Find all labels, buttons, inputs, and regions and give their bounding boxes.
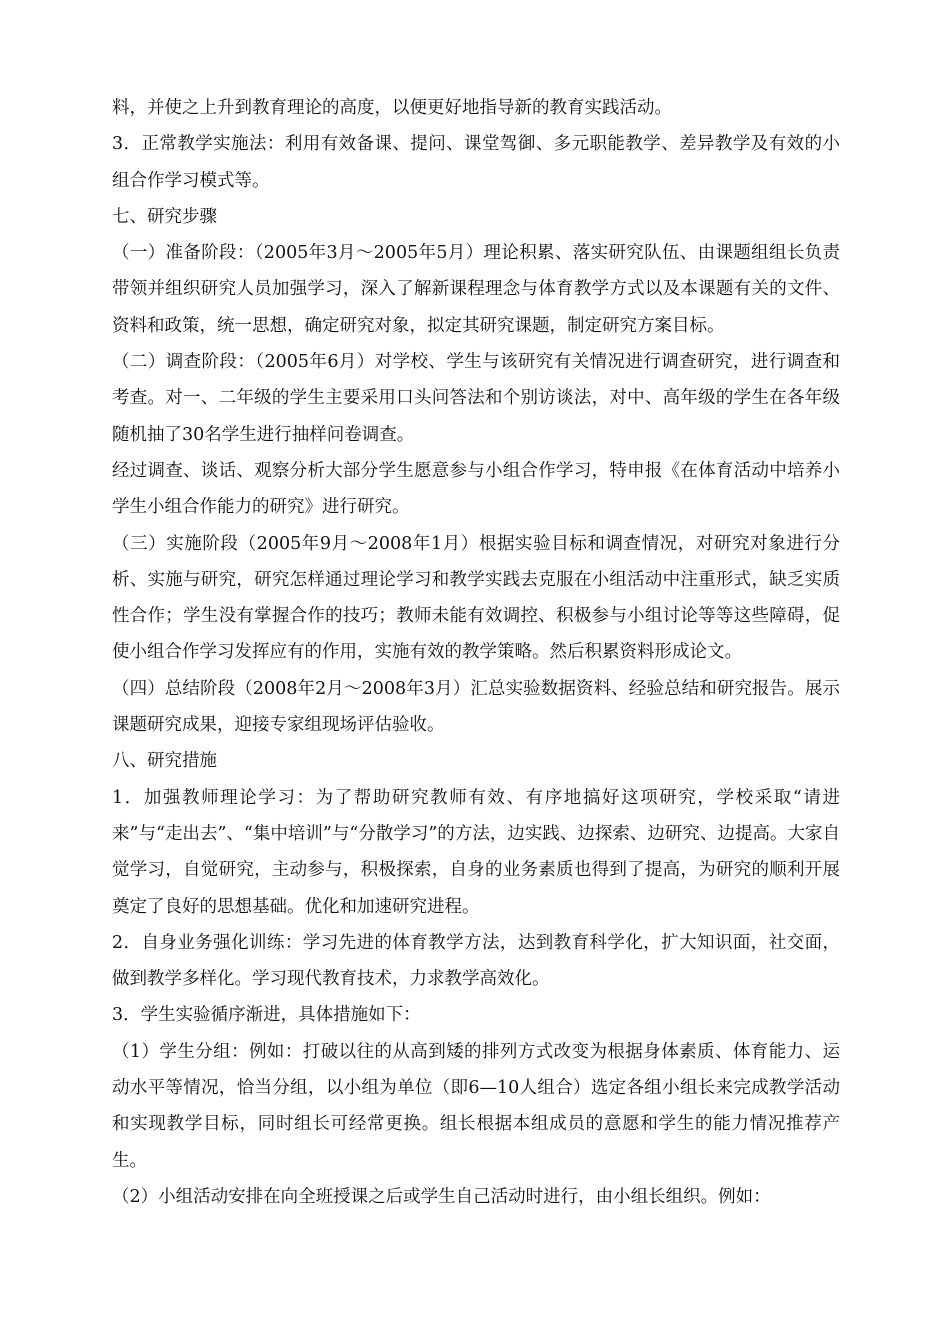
paragraph-summary-stage: （四）总结阶段（2008年2月～2008年3月）汇总实验数据资料、经验总结和研究报告。展示课题研究成果，迎接专家组现场评估验收。 (112, 678, 840, 736)
document-page (112, 90, 840, 1215)
section-heading-research-steps: 七、研究步骤 (112, 206, 217, 227)
paragraph-preparation-stage: （一）准备阶段：（2005年3月～2005年5月）理论积累、落实研究队伍、由课题组组长负责带领并组织研究人员加强学习，深入了解新课程理念与体育教学方式以及本课题有关的文件、资料和政策，统一思想，确定研究对象，拟定其研究课题，制定研究方案目标。 (112, 243, 840, 336)
paragraph-method-3: 3．正常教学实施法：利用有效备课、提问、课堂驾御、多元职能教学、差异教学及有效的小组合作学习模式等。 (112, 134, 840, 191)
paragraph-measure-3: 3．学生实验循序渐进，具体措施如下： (112, 1005, 421, 1026)
paragraph-survey-result: 经过调查、谈话、观察分析大部分学生愿意参与小组合作学习，特申报《在体育活动中培养小学生小组合作能力的研究》进行研究。 (112, 460, 840, 518)
paragraph-continuation: 料，并使之上升到教育理论的高度，以便更好地指导新的教育实践活动。 (112, 98, 672, 118)
paragraph-survey-stage: （二）调查阶段：（2005年6月）对学校、学生与该研究有关情况进行调查研究，进行调查和考查。对一、二年级的学生主要采用口头问答法和个别访谈法，对中、高年级的学生在各年级随机抽了30名学生进行抽样问卷调查。 (112, 352, 840, 445)
paragraph-measure-2: 2．自身业务强化训练：学习先进的体育教学方法，达到教育科学化，扩大知识面，社交面，做到教学多样化。学习现代教育技术，力求教学高效化。 (112, 932, 840, 990)
section-heading-research-measures: 八、研究措施 (112, 751, 217, 772)
paragraph-grouping: （1）学生分组：例如：打破以往的从高到矮的排列方式改变为根据身体素质、体育能力、运动水平等情况，恰当分组，以小组为单位（即6—10人组合）选定各组小组长来完成教学活动和实现教学目标，同时组长可经常更换。组长根据本组成员的意愿和学生的能力情况推荐产生。 (112, 1041, 840, 1171)
paragraph-group-activity: （2）小组活动安排在向全班授课之后或学生自己活动时进行，由小组长组织。例如： (112, 1186, 771, 1207)
paragraph-implementation-stage: （三）实施阶段（2005年9月～2008年1月）根据实验目标和调查情况，对研究对象进行分析、实施与研究，研究怎样通过理论学习和教学实践去克服在小组活动中注重形式，缺乏实质性合作；学生没有掌握合作的技巧；教师未能有效调控、积极参与小组讨论等等这些障碍，促使小组合作学习发挥应有的作用，实施有效的教学策略。然后积累资料形成论文。 (112, 533, 840, 663)
paragraph-measure-1: 1．加强教师理论学习：为了帮助研究教师有效、有序地搞好这项研究，学校采取“请进来”与“走出去”、“集中培训”与“分散学习”的方法，边实践、边探索、边研究、边提高。大家自觉学习，自觉研究，主动参与，积极探索，自身的业务素质也得到了提高，为研究的顺利开展奠定了良好的思想基础。优化和加速研究进程。 (112, 787, 840, 917)
